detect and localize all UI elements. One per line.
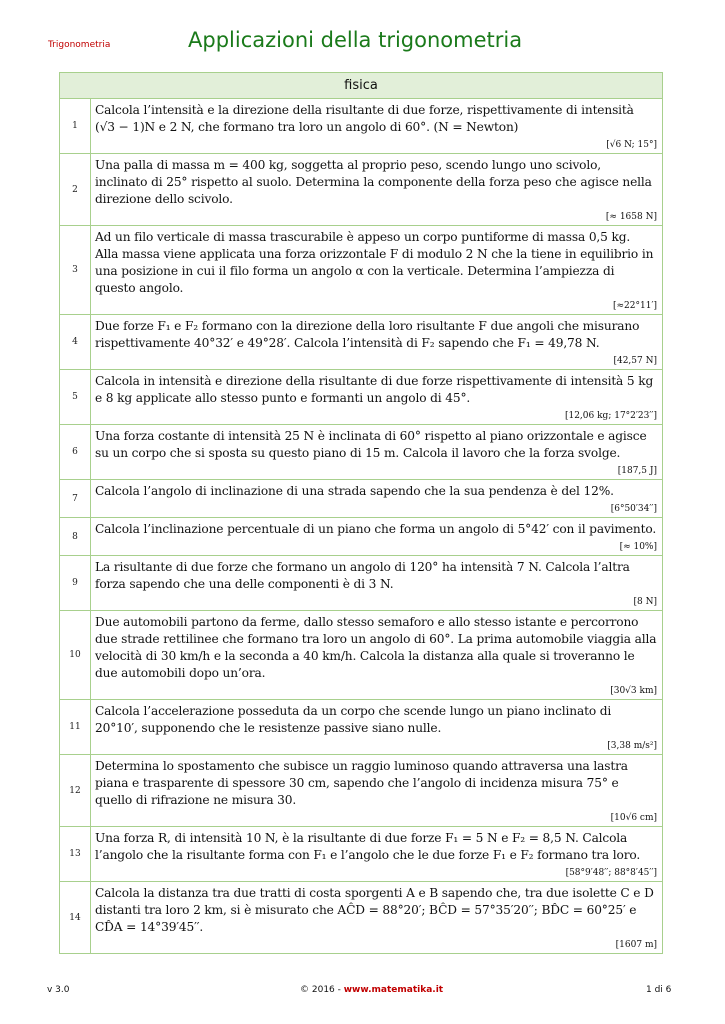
exercise-text: Una palla di massa m = 400 kg, soggetta al proprio peso, scendo lungo uno scivolo, inclinato di 25° rispetto al suolo. Determina la componente della forza peso che agisce nella direzione dello scivolo. xyxy=(95,158,652,206)
exercise-answer: [√6 N; 15°] xyxy=(606,140,657,150)
exercise-answer: [42,57 N] xyxy=(613,356,657,366)
exercise-body xyxy=(91,827,663,882)
exercise-row xyxy=(60,755,663,827)
section-header-row xyxy=(60,73,663,99)
subject-label: Trigonometria xyxy=(48,40,111,50)
exercise-body xyxy=(91,315,663,370)
exercise-body xyxy=(91,700,663,755)
exercise-text: La risultante di due forze che formano un angolo di 120° ha intensità 7 N. Calcola l’altra forza sapendo che una delle componenti è di 3 N. xyxy=(95,560,630,591)
page-number: 1 di 6 xyxy=(646,985,672,995)
exercise-row xyxy=(60,425,663,480)
exercise-row xyxy=(60,827,663,882)
exercise-text: Calcola l’angolo di inclinazione di una strada sapendo che la sua pendenza è del 12%. xyxy=(95,484,614,498)
exercise-body xyxy=(91,370,663,425)
exercise-answer: [≈22°11′] xyxy=(612,301,657,311)
exercise-row xyxy=(60,315,663,370)
exercise-number: 10 xyxy=(60,611,91,700)
exercise-body xyxy=(91,556,663,611)
exercise-text: Determina lo spostamento che subisce un raggio luminoso quando attraversa una lastra piana e trasparente di spessore 30 cm, sapendo che l’angolo di incidenza misura 75° e quello di rifrazione ne misura 30. xyxy=(95,759,628,807)
exercise-number: 4 xyxy=(60,315,91,370)
exercise-answer: [8 N] xyxy=(633,597,657,607)
exercise-answer: [≈ 1658 N] xyxy=(605,212,657,222)
exercise-number: 5 xyxy=(60,370,91,425)
exercise-body xyxy=(91,882,663,954)
exercise-number: 2 xyxy=(60,154,91,226)
exercise-row xyxy=(60,518,663,556)
exercise-number: 14 xyxy=(60,882,91,954)
section-title: fisica xyxy=(60,73,663,99)
exercise-answer: [12,06 kg; 17°2′23′′] xyxy=(564,411,657,421)
footer-copyright xyxy=(300,985,443,995)
exercise-row xyxy=(60,370,663,425)
exercise-text: Calcola in intensità e direzione della risultante di due forze rispettivamente di intensità 5 kg e 8 kg applicate allo stesso punto e formanti un angolo di 45°. xyxy=(95,374,654,405)
exercise-number: 8 xyxy=(60,518,91,556)
exercise-row xyxy=(60,480,663,518)
exercise-row xyxy=(60,611,663,700)
exercise-body xyxy=(91,518,663,556)
exercise-body xyxy=(91,154,663,226)
exercise-text: Ad un filo verticale di massa trascurabile è appeso un corpo puntiforme di massa 0,5 kg. Alla massa viene applicata una forza orizzontale F di modulo 2 N che la tiene in equilibrio in una posizione in cui il filo forma un angolo α con la verticale. Determina l’ampiezza di questo angolo. xyxy=(95,230,654,295)
exercise-answer: [1607 m] xyxy=(615,940,657,950)
exercise-answer: [≈ 10%] xyxy=(619,542,657,552)
exercise-body xyxy=(91,226,663,315)
exercise-number: 11 xyxy=(60,700,91,755)
site-link[interactable]: www.matematika.it xyxy=(343,985,444,995)
exercise-text: Calcola l’accelerazione posseduta da un corpo che scende lungo un piano inclinato di 20°10′, supponendo che le resistenze passive siano nulle. xyxy=(95,704,612,735)
exercise-answer: [10√6 cm] xyxy=(610,813,657,823)
exercise-text: Una forza costante di intensità 25 N è inclinata di 60° rispetto al piano orizzontale e agisce su un corpo che si sposta su questo piano di 15 m. Calcola il lavoro che la forza svolge. xyxy=(95,429,647,460)
copyright-text: © 2016 - xyxy=(300,985,344,995)
version-label: v 3.0 xyxy=(47,985,70,995)
exercise-text: Calcola l’inclinazione percentuale di un piano che forma un angolo di 5°42′ con il pavimento. xyxy=(95,522,657,536)
exercise-body xyxy=(91,611,663,700)
exercise-body xyxy=(91,480,663,518)
exercise-text: Calcola l’intensità e la direzione della risultante di due forze, rispettivamente di intensità (√3 − 1)N e 2 N, che formano tra loro un angolo di 60°. (N = Newton) xyxy=(95,103,634,134)
exercise-body xyxy=(91,99,663,154)
exercise-row xyxy=(60,99,663,154)
exercise-number: 12 xyxy=(60,755,91,827)
exercise-text: Due forze F₁ e F₂ formano con la direzione della loro risultante F due angoli che misurano rispettivamente 40°32′ e 49°28′. Calcola l’intensità di F₂ sapendo che F₁ = 49,78 N. xyxy=(95,319,640,350)
exercise-answer: [187,5 J] xyxy=(617,466,657,476)
exercise-number: 1 xyxy=(60,99,91,154)
exercise-number: 7 xyxy=(60,480,91,518)
exercise-body xyxy=(91,425,663,480)
exercise-answer: [6°50′34′′] xyxy=(610,504,657,514)
exercise-answer: [30√3 km] xyxy=(610,686,657,696)
exercise-table xyxy=(59,72,663,954)
exercise-row xyxy=(60,226,663,315)
exercise-body xyxy=(91,755,663,827)
exercise-answer: [3,38 m/s²] xyxy=(607,741,657,751)
exercise-number: 13 xyxy=(60,827,91,882)
exercise-number: 3 xyxy=(60,226,91,315)
exercise-number: 6 xyxy=(60,425,91,480)
exercise-row xyxy=(60,154,663,226)
exercise-text: Calcola la distanza tra due tratti di costa sporgenti A e B sapendo che, tra due isolette C e D distanti tra loro 2 km, si è misurato che AĈD = 88°20′; BĈD = 57°35′20′′; BD̂C = 60°25′ e CD̂A = 14°39′45′′. xyxy=(95,886,654,934)
exercise-text: Una forza R, di intensità 10 N, è la risultante di due forze F₁ = 5 N e F₂ = 8,5 N. Calcola l’angolo che la risultante forma con F₁ e l’angolo che le due forze F₁ e F₂ formano tra loro. xyxy=(95,831,641,862)
exercise-number: 9 xyxy=(60,556,91,611)
page-title: Applicazioni della trigonometria xyxy=(188,28,523,52)
exercise-text: Due automobili partono da ferme, dallo stesso semaforo e allo stesso istante e percorrono due strade rettilinee che formano tra loro un angolo di 60°. La prima automobile viaggia alla velocità di 30 km/h e la seconda a 40 km/h. Calcola la distanza alla quale si troveranno le due automobili dopo un’ora. xyxy=(95,615,657,680)
exercise-row xyxy=(60,556,663,611)
exercise-row xyxy=(60,700,663,755)
exercise-answer: [58°9′48′′; 88°8′45′′] xyxy=(565,868,657,878)
exercise-row xyxy=(60,882,663,954)
